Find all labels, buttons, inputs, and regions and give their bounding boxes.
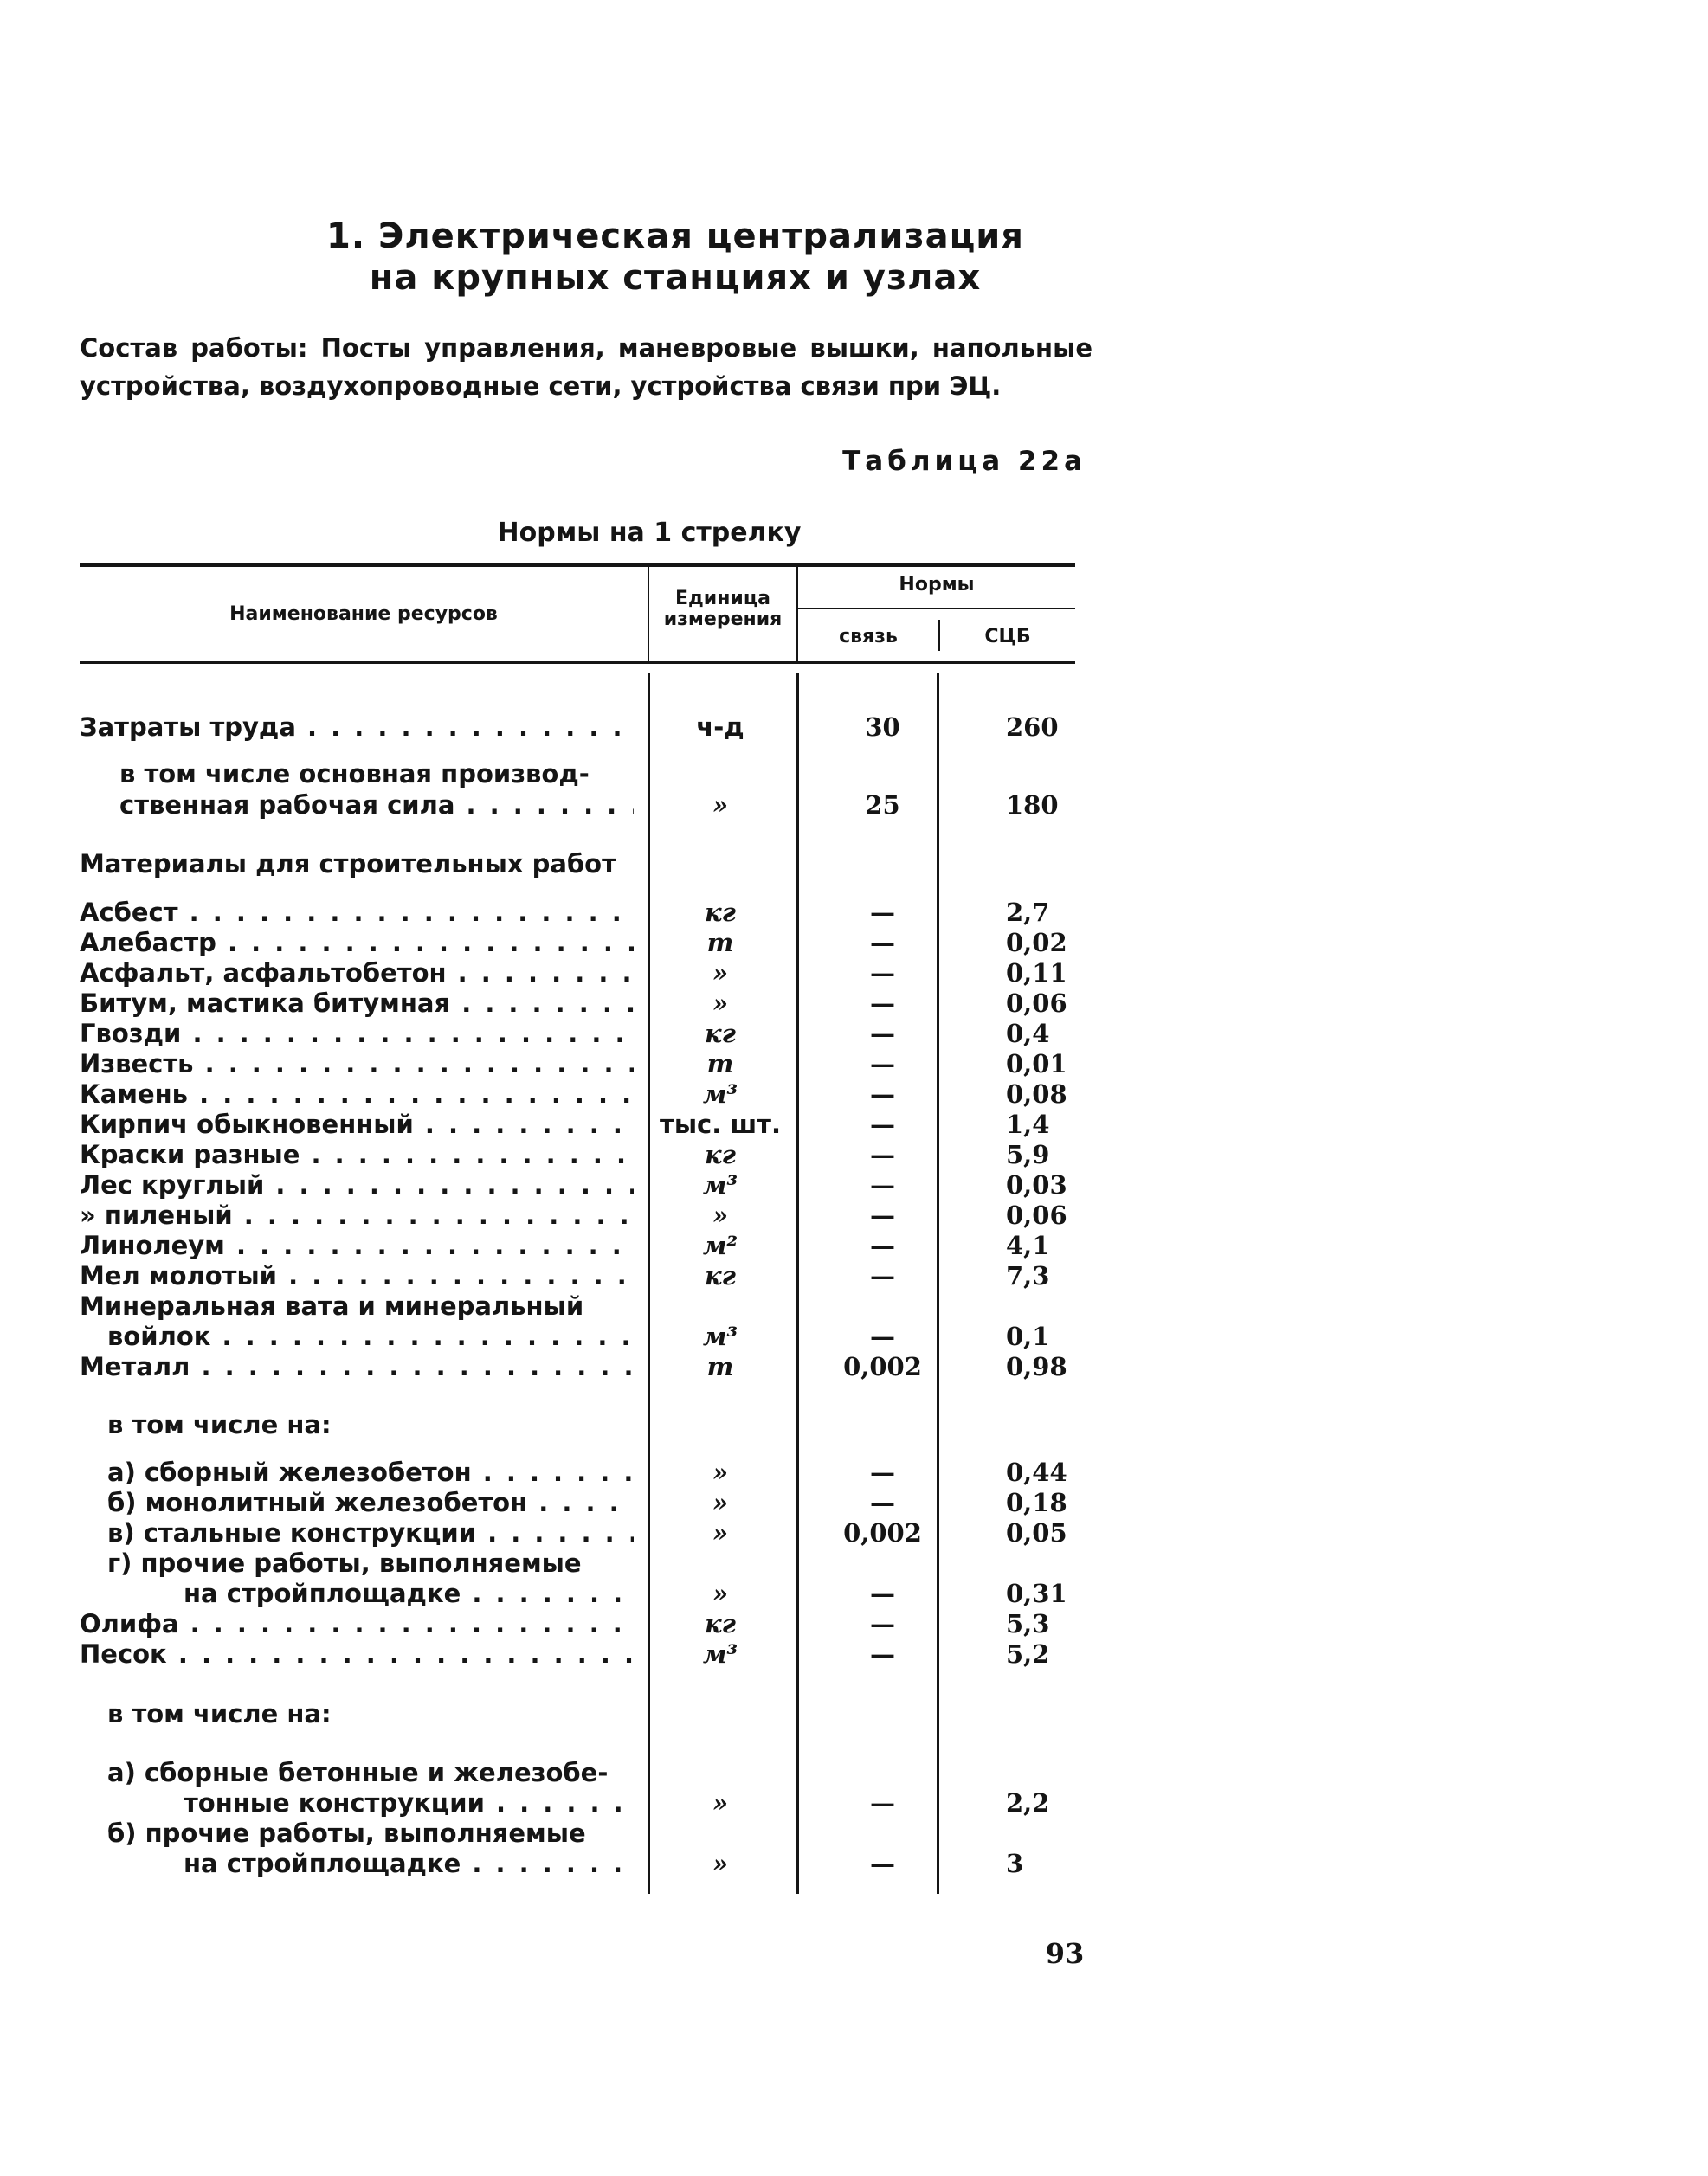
work-composition-label: Состав работы:: [80, 333, 308, 363]
row-scb: 0,03: [1006, 1170, 1067, 1200]
row-svyaz: —: [870, 898, 895, 927]
row-scb: 5,9: [1006, 1140, 1050, 1169]
row-name: Асфальт, асфальтобетон . . .: [80, 957, 634, 988]
row-unit: м³: [702, 1170, 738, 1200]
row-unit: тыс. шт.: [660, 1110, 781, 1139]
row-unit: »: [712, 1579, 729, 1608]
row-name: Мел молотый . . .: [80, 1260, 634, 1291]
row-svyaz: 30: [865, 712, 900, 742]
row-svyaz: —: [870, 1049, 895, 1078]
header-col-svyaz: связь: [839, 626, 898, 647]
row-unit: т: [706, 1049, 734, 1078]
row-name: Известь . . .: [80, 1048, 634, 1079]
row-unit: кг: [705, 1609, 736, 1638]
row-name: Олифа . . .: [80, 1608, 634, 1639]
row-scb: 3: [1006, 1849, 1024, 1878]
row-unit: м²: [702, 1231, 738, 1260]
row-name: Алебастр . . .: [80, 927, 634, 958]
table-top-rule: [80, 563, 1075, 567]
row-svyaz: —: [870, 1579, 895, 1608]
row-unit: кг: [705, 1261, 736, 1291]
row-unit: т: [706, 928, 734, 957]
row-name: ственная рабочая сила . . .: [80, 789, 634, 821]
row-name: Камень . . .: [80, 1078, 634, 1110]
row-name: Гвозди . . .: [80, 1018, 634, 1049]
row-name: на стройплощадке . . .: [80, 1848, 634, 1879]
row-name: Кирпич обыкновенный . . .: [80, 1109, 634, 1140]
section-title-line-2: на крупных станциях и узлах: [369, 258, 982, 298]
row-scb: 0,08: [1006, 1079, 1067, 1109]
norms-title: Нормы на 1 стрелку: [497, 518, 802, 548]
row-unit: »: [712, 790, 729, 820]
row-unit: кг: [705, 898, 736, 927]
row-svyaz: —: [870, 928, 895, 957]
row-svyaz: —: [870, 1140, 895, 1169]
row-name: в том числе на:: [107, 1410, 332, 1439]
row-name: Затраты труда . . .: [80, 711, 634, 743]
header-resource-name: Наименование ресурсов: [229, 603, 498, 625]
work-composition: [80, 329, 1092, 405]
row-scb: 260: [1006, 712, 1059, 742]
row-scb: 0,4: [1006, 1019, 1050, 1048]
row-svyaz: 25: [865, 790, 900, 820]
row-unit: »: [712, 1201, 729, 1230]
row-svyaz: —: [870, 1079, 895, 1109]
header-unit-line-2: измерения: [663, 608, 783, 630]
row-unit: м³: [702, 1322, 738, 1351]
row-scb: 0,02: [1006, 928, 1067, 957]
row-svyaz: —: [870, 958, 895, 988]
row-name: войлок . . .: [80, 1321, 634, 1352]
row-svyaz: —: [870, 1488, 895, 1517]
row-scb: 0,05: [1006, 1518, 1067, 1548]
row-name: в том числе на:: [107, 1699, 332, 1729]
row-svyaz: —: [870, 1322, 895, 1351]
body-vline-1: [648, 673, 650, 1894]
row-unit: м³: [702, 1639, 738, 1669]
row-svyaz: —: [870, 1609, 895, 1638]
row-svyaz: 0,002: [843, 1518, 922, 1548]
row-svyaz: —: [870, 1170, 895, 1200]
header-bottom-rule: [80, 661, 1075, 664]
row-name: тонные конструкции . . .: [80, 1787, 634, 1819]
row-unit: м³: [702, 1079, 738, 1109]
row-scb: 0,1: [1006, 1322, 1050, 1351]
row-scb: 0,31: [1006, 1579, 1067, 1608]
row-name: в том числе основная производ-: [119, 759, 590, 789]
row-name: б) монолитный железобетон . . .: [80, 1487, 634, 1518]
body-vline-2: [796, 673, 799, 1894]
row-svyaz: —: [870, 1231, 895, 1260]
row-unit: »: [712, 1849, 729, 1878]
row-scb: 4,1: [1006, 1231, 1050, 1260]
row-scb: 1,4: [1006, 1110, 1050, 1139]
row-scb: 0,18: [1006, 1488, 1067, 1517]
row-scb: 0,44: [1006, 1458, 1067, 1487]
row-scb: 5,2: [1006, 1639, 1050, 1669]
row-scb: 5,3: [1006, 1609, 1050, 1638]
row-scb: 0,98: [1006, 1352, 1067, 1381]
row-name: а) сборные бетонные и железобе-: [107, 1758, 609, 1787]
norms-divider-rule: [798, 608, 1075, 609]
header-norms: Нормы: [899, 574, 975, 596]
row-scb: 0,11: [1006, 958, 1067, 988]
work-composition-text: Посты управления, маневровые вышки, напольные устройства, воздухопроводные сети, устройства связи при ЭЦ.: [80, 333, 1092, 401]
row-svyaz: —: [870, 1201, 895, 1230]
row-scb: 180: [1006, 790, 1059, 820]
row-unit: кг: [705, 1140, 736, 1169]
row-svyaz: 0,002: [843, 1352, 922, 1381]
section-title-line-1: 1. Электрическая централизация: [326, 216, 1024, 256]
row-svyaz: —: [870, 1458, 895, 1487]
section-heading: Материалы для строительных работ: [80, 849, 616, 879]
row-unit: »: [712, 1488, 729, 1517]
row-scb: 7,3: [1006, 1261, 1050, 1291]
row-name: Металл . . .: [80, 1351, 634, 1382]
row-unit: »: [712, 958, 729, 988]
row-name: на стройплощадке . . .: [80, 1578, 634, 1609]
row-name: Краски разные . . .: [80, 1139, 634, 1170]
page-number: 93: [1045, 1937, 1085, 1970]
row-name: Битум, мастика битумная . . .: [80, 988, 634, 1019]
row-svyaz: —: [870, 1639, 895, 1669]
row-scb: 2,7: [1006, 898, 1050, 927]
row-name: б) прочие работы, выполняемые: [107, 1819, 586, 1848]
row-name: Песок . . .: [80, 1638, 634, 1670]
row-scb: 0,06: [1006, 988, 1067, 1018]
row-scb: 0,01: [1006, 1049, 1067, 1078]
row-unit: »: [712, 1518, 729, 1548]
table-number: Таблица 22а: [842, 446, 1086, 477]
row-name: г) прочие работы, выполняемые: [107, 1548, 582, 1578]
row-scb: 2,2: [1006, 1788, 1050, 1818]
row-unit: »: [712, 1788, 729, 1818]
row-name: Линолеум . . .: [80, 1230, 634, 1261]
row-unit: »: [712, 1458, 729, 1487]
row-name: » пиленый . . .: [80, 1200, 634, 1231]
row-unit: кг: [705, 1019, 736, 1048]
row-svyaz: —: [870, 988, 895, 1018]
row-scb: 0,06: [1006, 1201, 1067, 1230]
row-svyaz: —: [870, 1110, 895, 1139]
row-svyaz: —: [870, 1261, 895, 1291]
row-svyaz: —: [870, 1788, 895, 1818]
row-name: в) стальные конструкции . . .: [80, 1517, 634, 1548]
header-col-scb: СЦБ: [984, 626, 1031, 647]
row-svyaz: —: [870, 1849, 895, 1878]
row-unit: »: [712, 988, 729, 1018]
row-unit: т: [706, 1352, 734, 1381]
row-name: Асбест . . .: [80, 897, 634, 928]
row-unit: ч-д: [696, 712, 744, 742]
row-svyaz: —: [870, 1019, 895, 1048]
header-unit-line-1: Единица: [675, 588, 770, 609]
row-name: Лес круглый . . .: [80, 1169, 634, 1201]
row-name: Минеральная вата и минеральный: [80, 1291, 584, 1321]
row-name: а) сборный железобетон . . .: [80, 1457, 634, 1488]
